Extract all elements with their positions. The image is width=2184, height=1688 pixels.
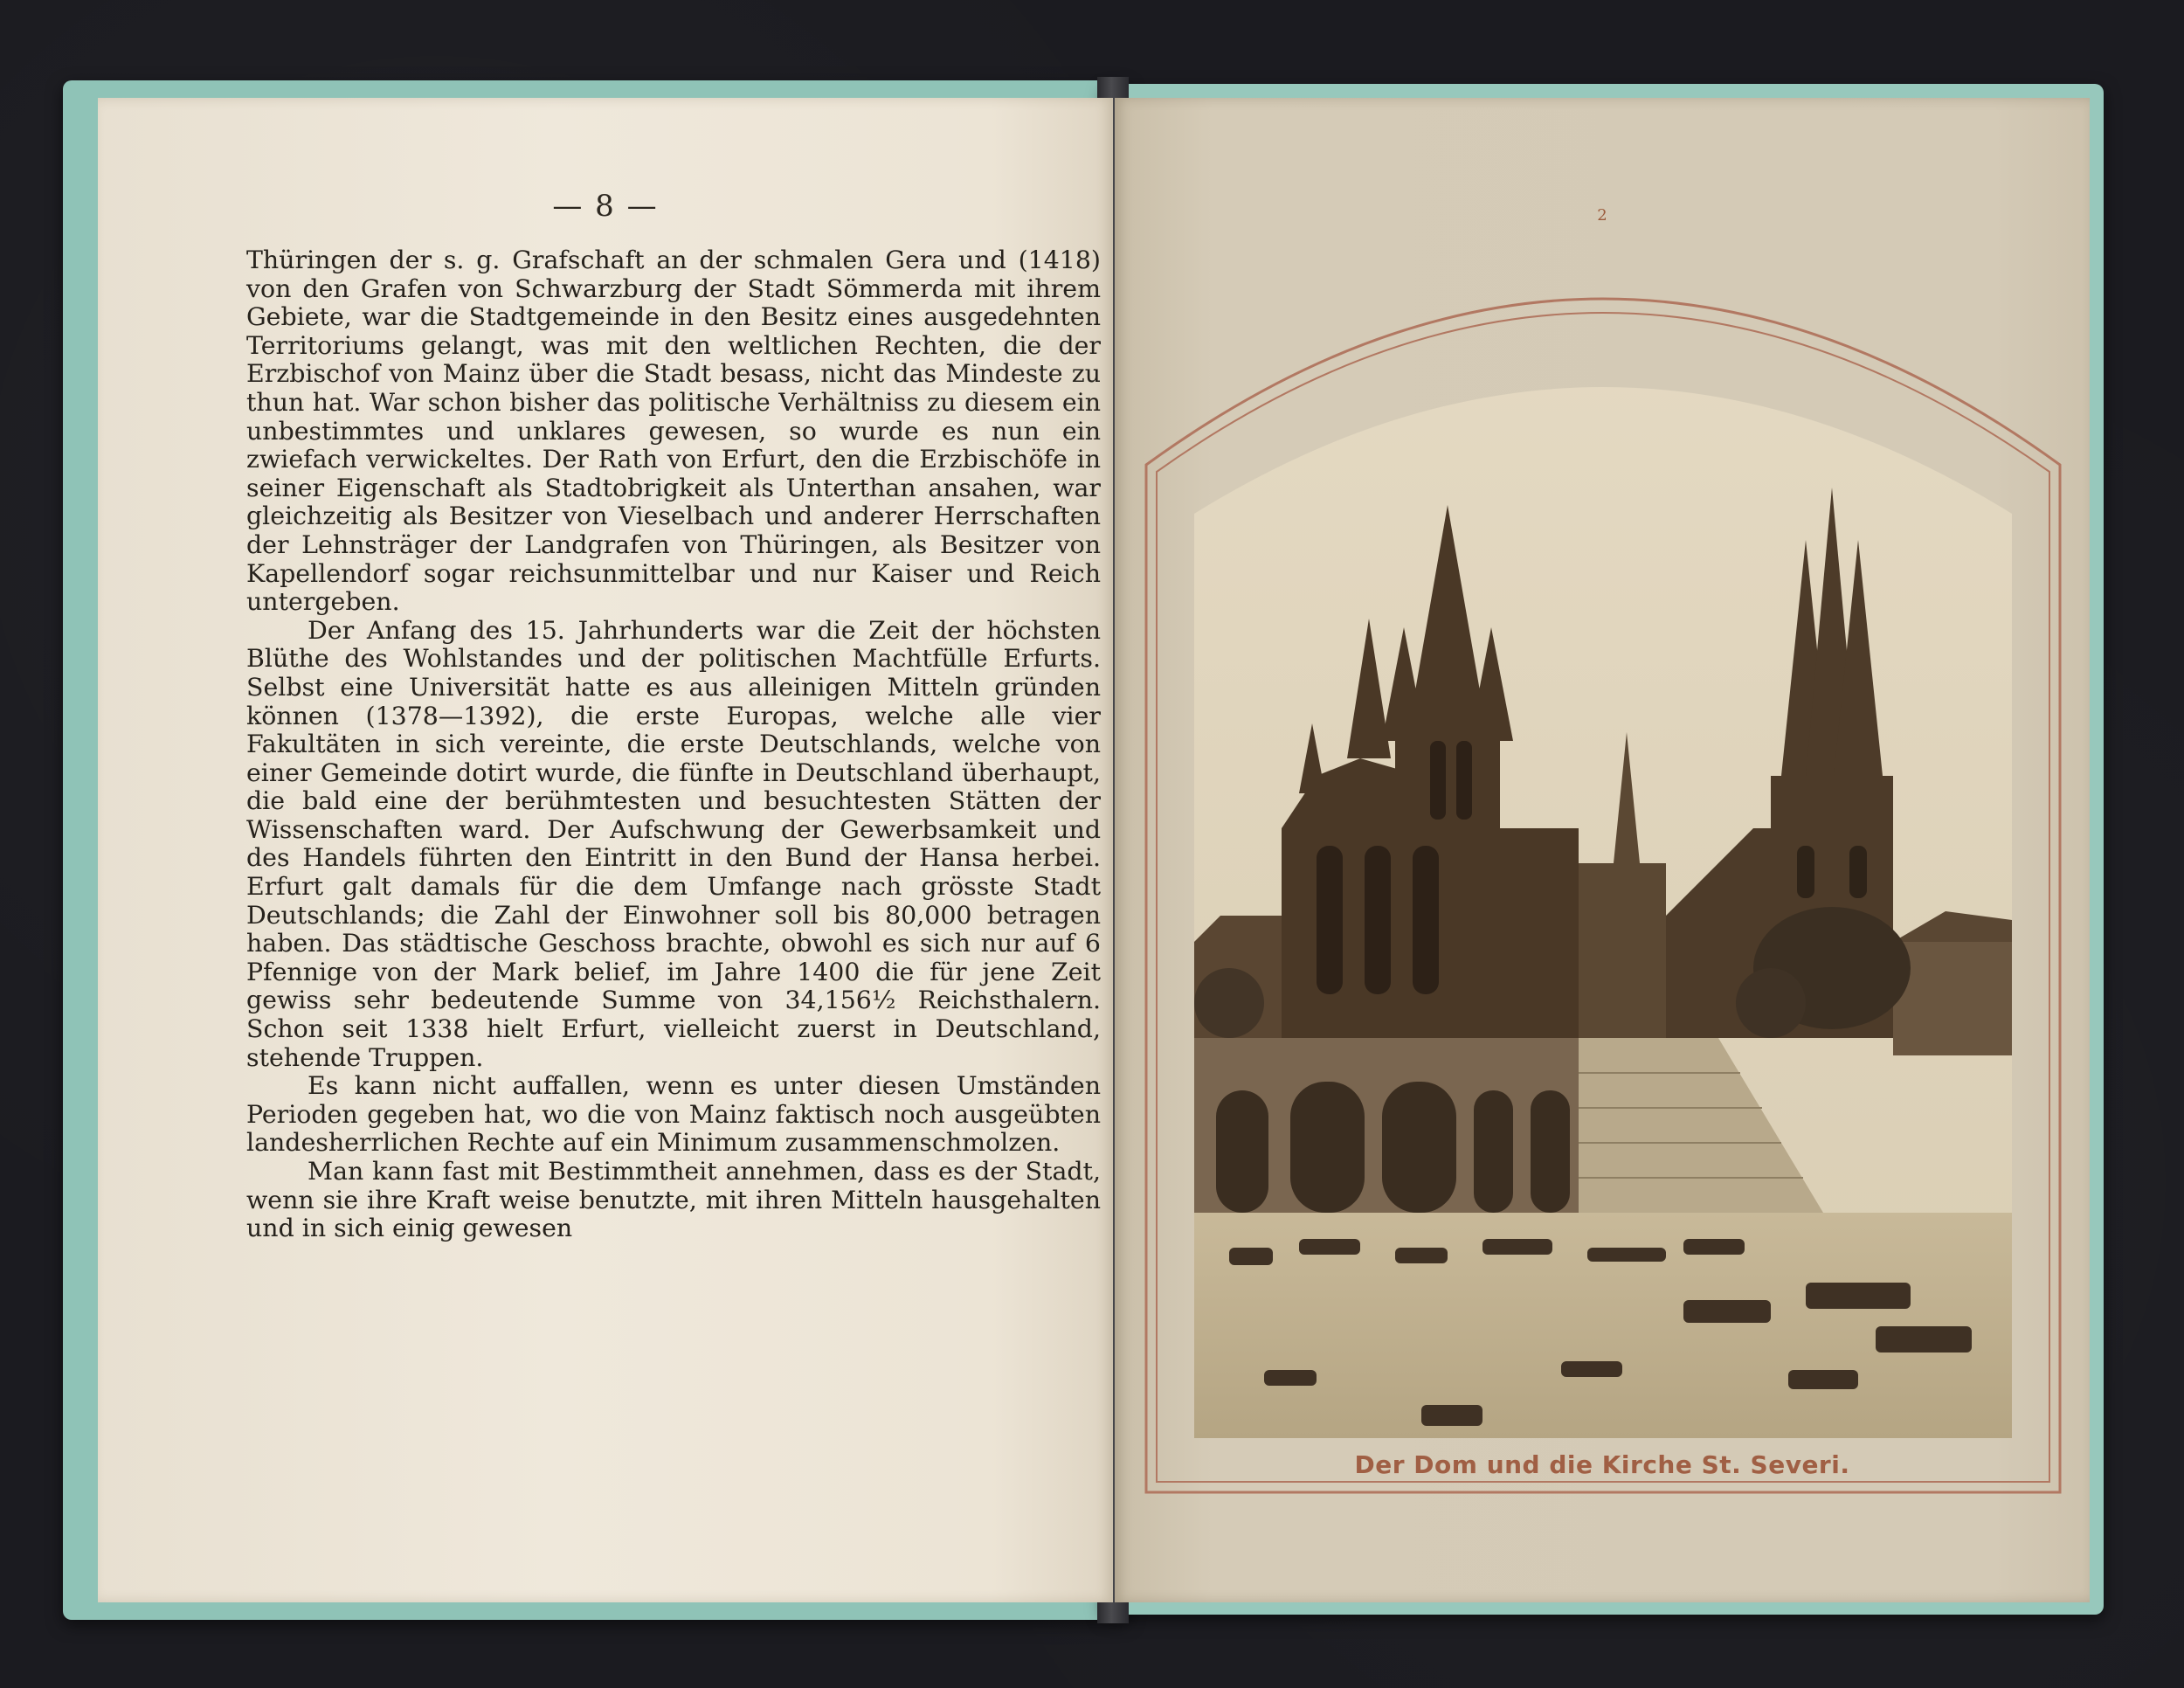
- plate-number: 2: [1597, 206, 1607, 225]
- plate-caption: Der Dom und die Kirche St. Severi.: [1354, 1450, 1850, 1479]
- photo-mount-frame: [1141, 264, 2065, 1498]
- paragraph: Der Anfang des 15. Jahrhunderts war die Zeit der höchsten Blüthe des Wohlstandes und der politischen Machtfülle Erfurts. Selbst eine Universität hatte es aus alleinigen Mitteln gründen können (1378—1392), die erste Europas, welche alle vier Fakultäten in sich vereinte, die erste Deutschlands, welche von einer Gemeinde dotirt wurde, die fünfte in Deutschland überhaupt, die bald eine der berühmtesten und besuchtesten Stätten der Wissenschaften ward. Der Aufschwung der Gewerbsamkeit und des Handels führten den Eintritt in den Bund der Hansa herbei. Erfurt galt damals für die dem Umfange nach grösste Stadt Deutschlands; die Zahl der Einwohner soll bis 80,000 betragen haben. Das städtische Geschoss brachte, obwohl es sich nur auf 6 Pfennige von der Mark belief, im Jahre 1400 die für jene Zeit gewiss sehr bedeutende Summe von 34,156½ Reichsthalern. Schon seit 1338 hielt Erfurt, vielleicht zuerst in Deutschland, stehende Truppen.: [246, 615, 1101, 1072]
- paragraph: Es kann nicht auffallen, wenn es unter diesen Umständen Perioden gegeben hat, wo die von Mainz faktisch noch ausgeübten landesherrlichen Rechte auf ein Minimum zusammenschmolzen.: [246, 1071, 1101, 1158]
- paragraph: Thüringen der s. g. Grafschaft an der schmalen Gera und (1418) von den Grafen von Schwarzburg der Stadt Sömmerda mit ihrem Gebiete, war die Stadtgemeinde in den Besitz eines ausgedehnten Territoriums gelangt, was mit den weltlichen Rechten, die der Erzbischof von Mainz über die Stadt besass, nicht das Mindeste zu thun hat. War schon bisher das politische Verhältniss zu diesem ein unbestimmtes und unklares gewesen, so wurde es nun ein zwiefach verwickeltes. Der Rath von Erfurt, den die Erzbischöfe in seiner Eigenschaft als Stadtobrigkeit als Unterthan ansahen, war gleichzeitig als Besitzer von Vieselbach und anderer Herrschaften der Lehnsträger der Landgrafen von Thüringen, als Besitzer von Kapellendorf sogar reichsunmittelbar und nur Kaiser und Reich untergeben.: [246, 246, 1101, 617]
- right-page: [1115, 98, 2090, 1602]
- left-page: [98, 98, 1113, 1602]
- page-number: — 8 —: [552, 189, 659, 224]
- body-text: [246, 246, 1101, 1243]
- paragraph: Man kann fast mit Bestimmtheit annehmen, dass es der Stadt, wenn sie ihre Kraft weise benutzte, mit ihren Mitteln hausgehalten und in sich einig gewesen: [246, 1157, 1101, 1243]
